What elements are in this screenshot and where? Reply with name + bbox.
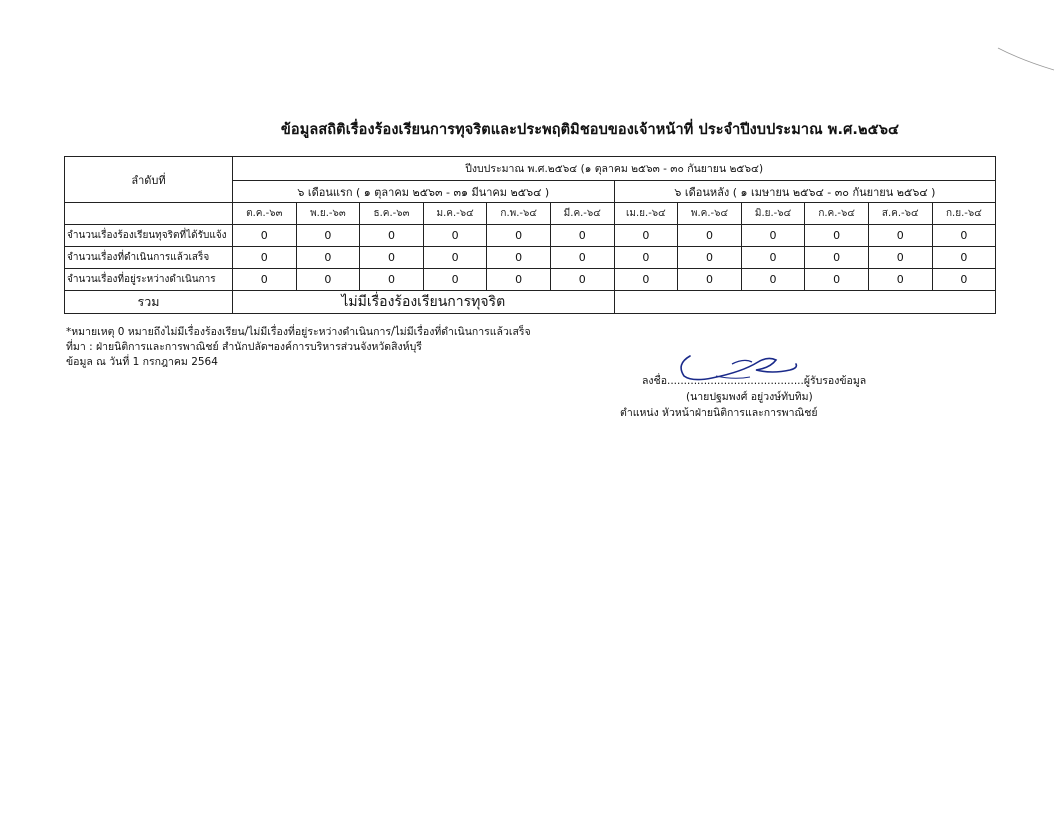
table-cell: 0 bbox=[868, 247, 932, 269]
table-cell: 0 bbox=[233, 225, 297, 247]
table-cell: 0 bbox=[614, 247, 678, 269]
table-cell: 0 bbox=[868, 225, 932, 247]
total-text: ไม่มีเรื่องร้องเรียนการทุจริต bbox=[233, 291, 615, 314]
table-cell: 0 bbox=[868, 269, 932, 291]
month-header: พ.ย.-๖๓ bbox=[296, 203, 360, 225]
page-title: ข้อมูลสถิติเรื่องร้องเรียนการทุจริตและประพฤติมิชอบของเจ้าหน้าที่ ประจำปีงบประมาณ พ.ศ.๒๕๖๔ bbox=[280, 122, 900, 138]
table-row bbox=[65, 269, 996, 291]
page-corner-mark bbox=[996, 40, 1056, 80]
table-cell: 0 bbox=[233, 247, 297, 269]
date-note: ข้อมูล ณ วันที่ 1 กรกฎาคม 2564 bbox=[66, 356, 218, 368]
table-cell: 0 bbox=[550, 269, 614, 291]
month-header: ธ.ค.-๖๓ bbox=[360, 203, 424, 225]
total-label: รวม bbox=[65, 291, 233, 314]
fiscal-year-header: ปีงบประมาณ พ.ศ.๒๕๖๔ (๑ ตุลาคม ๒๕๖๓ - ๓๐ กันยายน ๒๕๖๔) bbox=[233, 157, 996, 181]
total-row bbox=[65, 291, 996, 314]
table-cell: 0 bbox=[805, 225, 869, 247]
table-cell: 0 bbox=[360, 225, 424, 247]
table-cell: 0 bbox=[805, 269, 869, 291]
table-row bbox=[65, 247, 996, 269]
data-rows bbox=[65, 225, 996, 291]
table-cell: 0 bbox=[550, 225, 614, 247]
total-blank bbox=[614, 291, 996, 314]
table-cell: 0 bbox=[487, 247, 551, 269]
row-label: จำนวนเรื่องที่อยู่ระหว่างดำเนินการ bbox=[65, 269, 233, 291]
table-cell: 0 bbox=[741, 247, 805, 269]
month-header: เม.ย.-๖๔ bbox=[614, 203, 678, 225]
table-cell: 0 bbox=[932, 225, 996, 247]
row-label: จำนวนเรื่องร้องเรียนทุจริตที่ได้รับแจ้ง bbox=[65, 225, 233, 247]
table-cell: 0 bbox=[932, 269, 996, 291]
first-half-header: ๖ เดือนแรก ( ๑ ตุลาคม ๒๕๖๓ - ๓๑ มีนาคม ๒๕๖๔ ) bbox=[233, 181, 615, 203]
month-header: มิ.ย.-๖๔ bbox=[741, 203, 805, 225]
table-cell: 0 bbox=[678, 247, 742, 269]
second-half-header: ๖ เดือนหลัง ( ๑ เมษายน ๒๕๖๔ - ๓๐ กันยายน ๒๕๖๔ ) bbox=[614, 181, 996, 203]
notes bbox=[66, 325, 531, 370]
sign-line: ลงชื่อ.........................................ผู้รับรองข้อมูล bbox=[642, 375, 867, 387]
signer-name: (นายปฐมพงศ์ อยู่วงษ์ทับทิม) bbox=[686, 391, 813, 403]
table-cell: 0 bbox=[678, 269, 742, 291]
table-cell: 0 bbox=[296, 247, 360, 269]
table-cell: 0 bbox=[296, 225, 360, 247]
order-header: ลำดับที่ bbox=[65, 157, 233, 203]
table-cell: 0 bbox=[805, 247, 869, 269]
table-cell: 0 bbox=[932, 247, 996, 269]
table-cell: 0 bbox=[487, 225, 551, 247]
month-header-row bbox=[65, 203, 996, 225]
month-header: ม.ค.-๖๔ bbox=[423, 203, 487, 225]
month-header: ก.ย.-๖๔ bbox=[932, 203, 996, 225]
row-label: จำนวนเรื่องที่ดำเนินการแล้วเสร็จ bbox=[65, 247, 233, 269]
table-cell: 0 bbox=[423, 247, 487, 269]
table-cell: 0 bbox=[487, 269, 551, 291]
month-header: ก.ค.-๖๔ bbox=[805, 203, 869, 225]
table-row bbox=[65, 225, 996, 247]
table-cell: 0 bbox=[678, 225, 742, 247]
statistics-table bbox=[64, 156, 996, 314]
table-cell: 0 bbox=[741, 225, 805, 247]
table-cell: 0 bbox=[614, 225, 678, 247]
table-cell: 0 bbox=[360, 269, 424, 291]
table-cell: 0 bbox=[741, 269, 805, 291]
table-cell: 0 bbox=[296, 269, 360, 291]
table-cell: 0 bbox=[550, 247, 614, 269]
source-note: ที่มา : ฝ่ายนิติการและการพาณิชย์ สำนักปลัดฯองค์การบริหารส่วนจังหวัดสิงห์บุรี bbox=[66, 341, 422, 353]
month-header: ต.ค.-๖๓ bbox=[233, 203, 297, 225]
table-cell: 0 bbox=[360, 247, 424, 269]
signer-position: ตำแหน่ง หัวหน้าฝ่ายนิติการและการพาณิชย์ bbox=[620, 407, 818, 419]
month-header: พ.ค.-๖๔ bbox=[678, 203, 742, 225]
table-cell: 0 bbox=[423, 269, 487, 291]
month-header: ก.พ.-๖๔ bbox=[487, 203, 551, 225]
remark-note: *หมายเหตุ 0 หมายถึงไม่มีเรื่องร้องเรียน/ไม่มีเรื่องที่อยู่ระหว่างดำเนินการ/ไม่มีเรื่องที่ดำเนินการแล้วเสร็จ bbox=[66, 326, 531, 338]
month-header-blank bbox=[65, 203, 233, 225]
table-cell: 0 bbox=[233, 269, 297, 291]
month-header: ส.ค.-๖๔ bbox=[868, 203, 932, 225]
table-cell: 0 bbox=[423, 225, 487, 247]
table-cell: 0 bbox=[614, 269, 678, 291]
month-header: มี.ค.-๖๔ bbox=[550, 203, 614, 225]
